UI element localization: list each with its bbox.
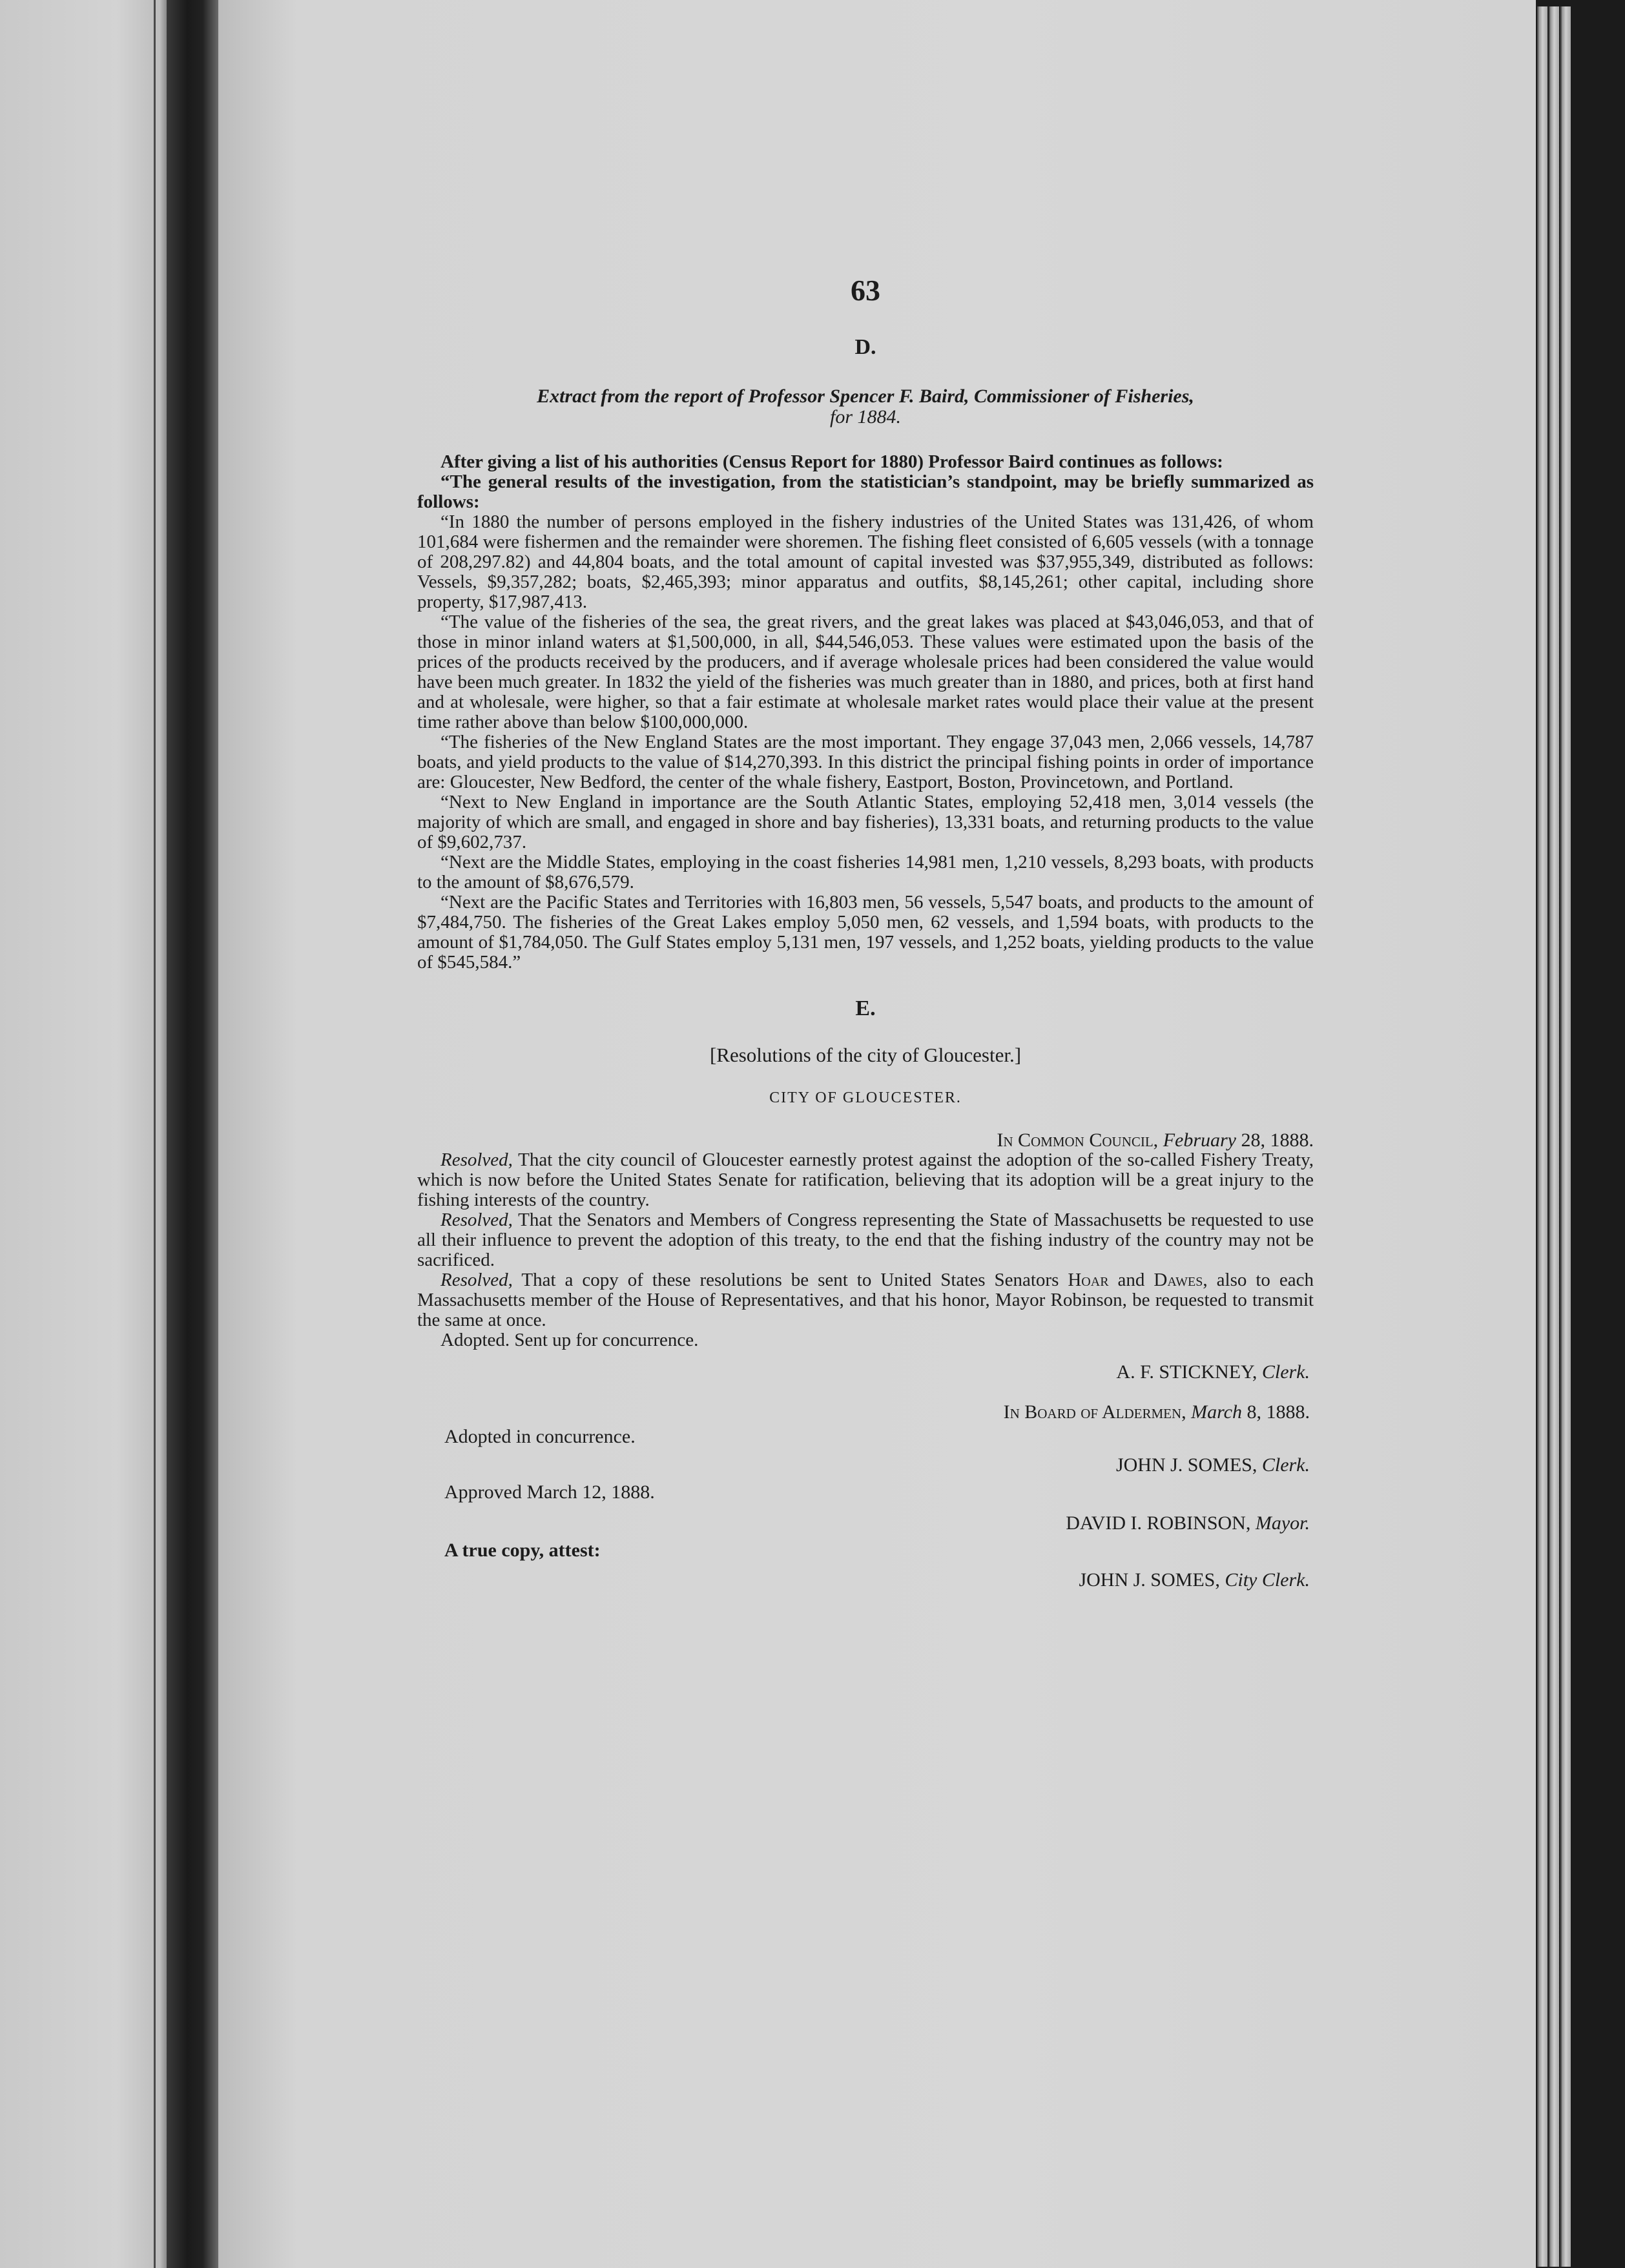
board-month: March <box>1191 1401 1242 1423</box>
mayor-role: Mayor. <box>1255 1512 1310 1534</box>
left-page-edge <box>0 0 167 2268</box>
signature-row <box>417 1354 1314 1390</box>
resolution-text: That the city council of Gloucester earnestly protest against the adoption of the so-called Fishery Treaty, which is now before the United States Senate for ratification, believing that its adoption will be a great injury to the fishing interests of the country. <box>417 1149 1314 1210</box>
extract-title-year: for 1884. <box>829 406 901 428</box>
clerk-name: A. F. STICKNEY, <box>1116 1361 1258 1383</box>
page-stack-edge <box>1560 6 1571 2267</box>
page-stack-edge <box>1537 6 1547 2267</box>
city-heading: CITY OF GLOUCESTER. <box>769 1089 962 1106</box>
clerk-signature <box>1116 1354 1310 1390</box>
council-place: In Common Council, <box>997 1129 1159 1151</box>
council-month: February <box>1163 1129 1236 1151</box>
report-paragraph: “The general results of the investigation, from the statistician’s standpoint, may be briefly summarized as follows: <box>417 471 1314 512</box>
resolution <box>417 1150 1314 1210</box>
approved-note: Approved March 12, 1888. <box>444 1481 655 1503</box>
report-paragraph: “The fisheries of the New England States are the most important. They engage 37,043 men, 2,066 vessels, 14,787 boats, and yield products to the value of $14,270,393. In this district the principal fishing points in order of importance are: Gloucester, New Bedford, the center of the whale fishery, Eastport, Boston, Provincetown, and Portland. <box>417 732 1314 792</box>
extract-title-line: Extract from the report of Professor Spencer F. Baird, Commissioner of Fisheries, <box>537 386 1194 407</box>
clerk-name: JOHN J. SOMES, <box>1115 1454 1258 1476</box>
page-content <box>417 271 1314 1598</box>
section-heading-d: D. <box>854 335 876 359</box>
page-stack-edge <box>1549 6 1559 2267</box>
board-day: 8, 1888. <box>1242 1401 1310 1423</box>
mayor-name: DAVID I. ROBINSON, <box>1066 1512 1251 1534</box>
page-edge-line <box>154 0 156 2268</box>
resolution-text: , also to each Massachusetts member of the House of Representatives, and that his honor, Mayor Robinson, be requested to transmit the same at once. <box>417 1270 1314 1330</box>
city-clerk-signature <box>1079 1562 1310 1598</box>
concurrence-note: Adopted in concurrence. <box>444 1426 636 1447</box>
signature-row <box>417 1562 1314 1598</box>
city-clerk-name: JOHN J. SOMES, <box>1079 1569 1220 1591</box>
resolution <box>417 1210 1314 1270</box>
resolved-label: Resolved, <box>440 1270 513 1290</box>
council-day: 28, 1888. <box>1236 1129 1314 1151</box>
page-number: 63 <box>851 274 880 307</box>
report-paragraph: “Next are the Middle States, employing in the coast fisheries 14,981 men, 1,210 vessels, 8,293 boats, with products to the amount of $8,676,579. <box>417 852 1314 892</box>
report-paragraph: “Next are the Pacific States and Territories with 16,803 men, 56 vessels, 5,547 boats, and products to the amount of $7,484,750. The fisheries of the Great Lakes employ 5,050 men, 62 vessels, and 1,594 boats, with products to the amount of $1,784,050. The Gulf States employ 5,131 men, 197 vessels, and 1,252 boats, yielding products to the value of $545,584.” <box>417 892 1314 973</box>
board-place: In Board of Aldermen, <box>1003 1401 1186 1423</box>
city-clerk-role: City Clerk. <box>1225 1569 1310 1591</box>
section-heading-e: E. <box>855 996 876 1020</box>
resolutions-title: [Resolutions of the city of Gloucester.] <box>709 1044 1022 1066</box>
book-gutter <box>167 0 218 2268</box>
clerk-role: Clerk. <box>1261 1454 1310 1476</box>
extract-title <box>417 386 1314 428</box>
resolution <box>417 1270 1314 1330</box>
attest-note: A true copy, attest: <box>444 1540 601 1561</box>
resolution-text: That a copy of these resolutions be sent to United States Senators <box>512 1270 1068 1290</box>
resolved-label: Resolved, <box>440 1149 513 1170</box>
resolution-text: That the Senators and Members of Congress representing the State of Massachusetts be requested to use all their influence to prevent the adoption of this treaty, to the end that the fishing industry of the country may not be sacrificed. <box>417 1210 1314 1270</box>
resolved-label: Resolved, <box>440 1210 513 1230</box>
report-paragraph: “The value of the fisheries of the sea, the great rivers, and the great lakes was placed at $43,046,053, and that of those in minor inland waters at $1,500,000, in all, $44,546,053. These values were estimated upon the basis of the prices of the products received by the producers, and if average wholesale prices had been considered the value would have been much greater. In 1832 the yield of the fisheries was much greater than in 1880, and prices, both at first hand and at wholesale, were higher, so that a fair estimate at wholesale market rates would place their value at the present time rather above than below $100,000,000. <box>417 612 1314 732</box>
report-paragraph: “In 1880 the number of persons employed in the fishery industries of the United States was 131,426, of whom 101,684 were fishermen and the remainder were shoremen. The fishing fleet consisted of 6,605 vessels (with a tonnage of 208,297.82) and 44,804 boats, and the total amount of capital invested was $37,955,349, distributed as follows: Vessels, $9,357,282; boats, $2,465,393; minor apparatus and outfits, $8,145,261; other capital, including shore property, $17,987,413. <box>417 511 1314 612</box>
senator-name: Hoar <box>1068 1270 1109 1290</box>
resolution-text: and <box>1108 1270 1154 1290</box>
report-paragraph: “Next to New England in importance are the South Atlantic States, employing 52,418 men, 3,014 vessels (the majority of which are small, and engaged in shore and bay fisheries), 13,331 boats, and returning products to the value of $9,602,737. <box>417 792 1314 852</box>
council-dateline <box>417 1130 1314 1150</box>
clerk-role: Clerk. <box>1261 1361 1310 1383</box>
adopted-note: Adopted. Sent up for concurrence. <box>440 1330 699 1350</box>
senator-name: Dawes <box>1154 1270 1203 1290</box>
intro-paragraph: After giving a list of his authorities (Census Report for 1880) Professor Baird continues as follows: <box>440 451 1223 472</box>
